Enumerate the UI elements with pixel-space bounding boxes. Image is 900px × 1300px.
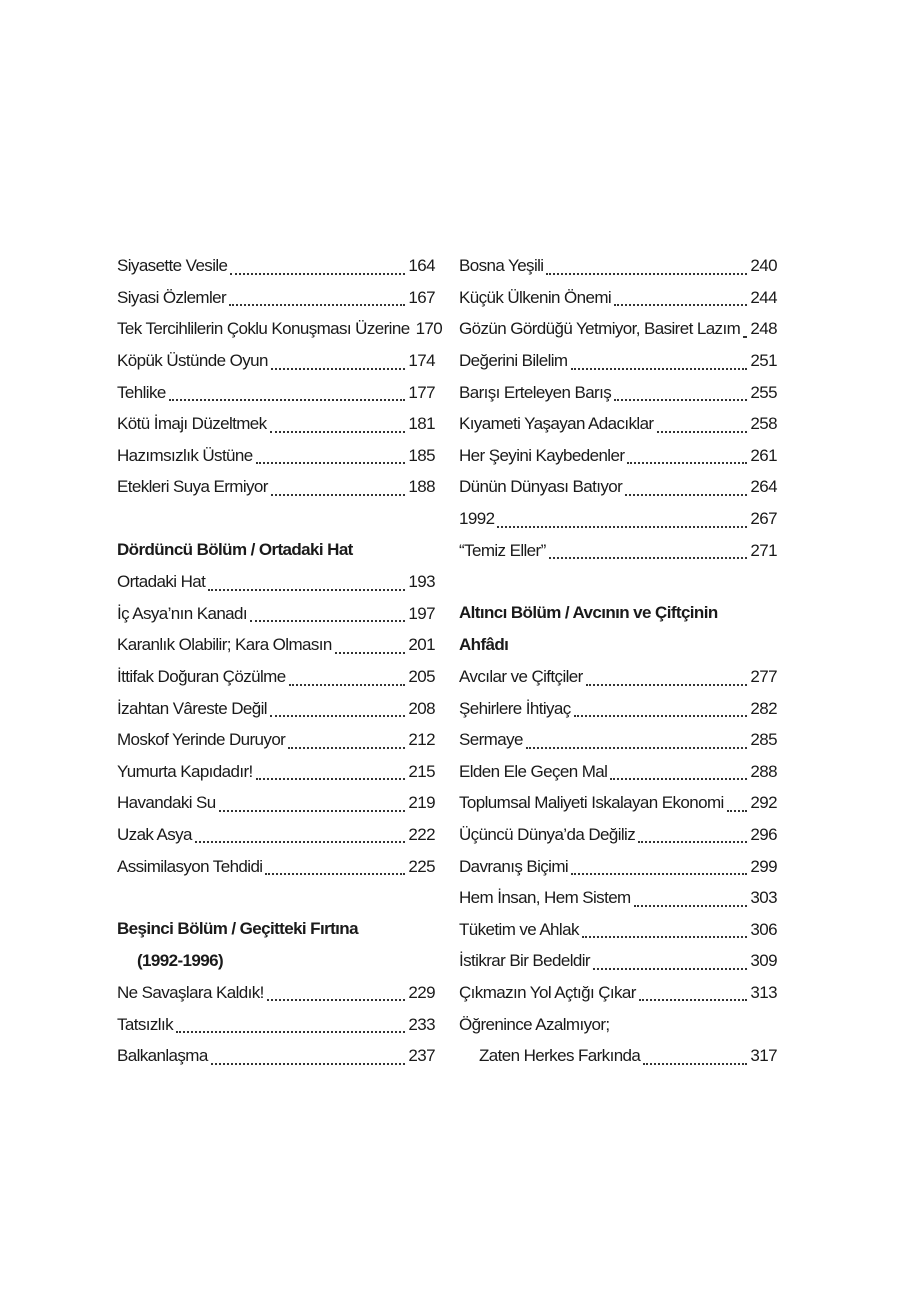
toc-entry[interactable] <box>117 566 435 598</box>
dot-leader <box>271 480 406 496</box>
toc-entry-title: Zaten Herkes Farkında <box>479 1046 641 1066</box>
dot-leader <box>639 985 748 1001</box>
dot-leader <box>169 385 406 401</box>
toc-entry-page: 271 <box>750 540 777 560</box>
toc-column-left <box>117 250 443 1071</box>
toc-entry-title: Etekleri Suya Ermiyor <box>117 477 268 497</box>
toc-entry-page: 244 <box>750 287 777 307</box>
toc-entry-title: Şehirlere İhtiyaç <box>459 698 571 718</box>
dot-leader <box>586 670 748 686</box>
dot-leader <box>625 480 747 496</box>
toc-entry-page: 201 <box>408 635 435 655</box>
toc-entry-title: Karanlık Olabilir; Kara Olmasın <box>117 635 332 655</box>
section-spacer <box>459 566 777 598</box>
toc-entry-page: 181 <box>408 414 435 434</box>
toc-entry-page: 237 <box>408 1046 435 1066</box>
toc-entry-title: Küçük Ülkenin Önemi <box>459 287 612 307</box>
toc-entry-page: 282 <box>750 698 777 718</box>
toc-entry[interactable] <box>459 977 777 1009</box>
toc-entry[interactable] <box>459 408 777 440</box>
section-spacer <box>117 882 435 914</box>
dot-leader <box>195 827 406 843</box>
toc-entry[interactable] <box>459 756 777 788</box>
toc-entry[interactable] <box>459 787 777 819</box>
toc-entry[interactable] <box>459 945 777 977</box>
toc-entry[interactable] <box>117 313 443 345</box>
toc-entry-page: 296 <box>750 824 777 844</box>
toc-entry[interactable] <box>117 756 435 788</box>
section-heading: (1992-1996) <box>137 950 224 970</box>
toc-entry-title: Hazımsızlık Üstüne <box>117 445 253 465</box>
dot-leader <box>634 891 748 907</box>
toc-entry-title: “Temiz Eller” <box>459 540 546 560</box>
toc-entry-title: Siyasi Özlemler <box>117 287 227 307</box>
toc-entry-title: Her Şeyini Kaybedenler <box>459 445 625 465</box>
dot-leader <box>627 448 747 464</box>
toc-entry[interactable] <box>117 850 435 882</box>
dot-leader <box>497 512 747 528</box>
toc-column-right <box>459 250 777 1071</box>
toc-entry-page: 299 <box>750 856 777 876</box>
toc-entry-page: 170 <box>415 319 443 339</box>
toc-entry[interactable] <box>459 250 777 282</box>
toc-entry-page: 264 <box>750 477 777 497</box>
section-heading: Dördüncü Bölüm / Ortadaki Hat <box>117 540 353 560</box>
toc-entry[interactable] <box>117 250 435 282</box>
toc-entry[interactable] <box>117 724 435 756</box>
toc-entry-title: Kıyameti Yaşayan Adacıklar <box>459 414 654 434</box>
toc-entry-page: 306 <box>750 919 777 939</box>
toc-entry[interactable] <box>117 282 435 314</box>
toc-entry-page: 208 <box>408 698 435 718</box>
toc-entry-page: 185 <box>408 445 435 465</box>
toc-entry-title: Barışı Erteleyen Barış <box>459 382 612 402</box>
dot-leader <box>256 764 406 780</box>
toc-entry[interactable] <box>459 440 777 472</box>
toc-entry-page: 205 <box>408 667 435 687</box>
dot-leader <box>546 259 747 275</box>
toc-entry-title: Sermaye <box>459 730 523 750</box>
toc-entry[interactable] <box>459 819 777 851</box>
dot-leader <box>593 954 747 970</box>
dot-leader <box>211 1049 406 1065</box>
toc-entry-page: 285 <box>750 730 777 750</box>
toc-entry-title: 1992 <box>459 509 495 529</box>
dot-leader <box>289 670 406 686</box>
toc-entry-page: 164 <box>408 256 435 276</box>
dot-leader <box>743 322 747 338</box>
toc-entry[interactable] <box>117 692 435 724</box>
dot-leader <box>250 606 405 622</box>
dot-leader <box>265 859 405 875</box>
toc-entry[interactable] <box>117 661 435 693</box>
toc-entry[interactable] <box>117 408 435 440</box>
toc-entry-title: Tehlike <box>117 382 166 402</box>
toc-entry-title: Bosna Yeşili <box>459 256 544 276</box>
toc-entry-title: Tek Tercihlilerin Çoklu Konuşması Üzerine <box>117 319 410 339</box>
toc-entry[interactable] <box>117 1040 435 1072</box>
toc-entry-title: Moskof Yerinde Duruyor <box>117 730 286 750</box>
dot-leader <box>614 385 747 401</box>
toc-entry[interactable] <box>117 471 435 503</box>
toc-entry-page: 261 <box>750 445 777 465</box>
toc-entry[interactable] <box>117 376 435 408</box>
toc-entry-title: Köpük Üstünde Oyun <box>117 351 268 371</box>
toc-entry-line <box>459 1008 777 1040</box>
toc-entry[interactable] <box>459 345 777 377</box>
dot-leader <box>229 290 405 306</box>
dot-leader <box>176 1017 405 1033</box>
toc-entry-page: 313 <box>750 982 777 1002</box>
toc-entry[interactable] <box>459 661 777 693</box>
section-spacer <box>117 503 435 535</box>
dot-leader <box>288 733 405 749</box>
toc-entry-page: 240 <box>750 256 777 276</box>
toc-entry[interactable] <box>117 787 435 819</box>
toc-entry[interactable] <box>117 819 435 851</box>
dot-leader <box>219 796 406 812</box>
dot-leader <box>610 764 747 780</box>
toc-entry-page: 288 <box>750 761 777 781</box>
toc-entry[interactable] <box>117 598 435 630</box>
toc-entry-title: Uzak Asya <box>117 824 192 844</box>
toc-entry-title: İç Asya’nın Kanadı <box>117 603 248 623</box>
dot-leader <box>727 796 748 812</box>
toc-entry-title: Üçüncü Dünya’da Değiliz <box>459 824 636 844</box>
dot-leader <box>271 354 406 370</box>
toc-entry-title: Davranış Biçimi <box>459 856 569 876</box>
section-heading: Beşinci Bölüm / Geçitteki Fırtına <box>117 919 358 939</box>
section-heading: Ahfâdı <box>459 634 509 654</box>
section-heading: Altıncı Bölüm / Avcının ve Çiftçinin <box>459 603 718 623</box>
toc-entry-title: Gözün Gördüğü Yetmiyor, Basiret Lazım <box>459 319 741 339</box>
toc-entry-page: 222 <box>408 824 435 844</box>
toc-entry-page: 177 <box>408 382 435 402</box>
toc-entry-title: Yumurta Kapıdadır! <box>117 761 253 781</box>
toc-entry-page: 303 <box>750 888 777 908</box>
dot-leader <box>574 701 748 717</box>
toc-entry-title: Ortadaki Hat <box>117 572 206 592</box>
dot-leader <box>256 448 406 464</box>
toc-entry-title: Assimilasyon Tehdidi <box>117 856 263 876</box>
toc-entry-page: 174 <box>408 351 435 371</box>
toc-entry[interactable] <box>459 503 777 535</box>
toc-entry[interactable] <box>459 534 777 566</box>
toc-entry-page: 251 <box>750 351 777 371</box>
dot-leader <box>526 733 748 749</box>
toc-entry-title: İzahtan Vâreste Değil <box>117 698 267 718</box>
toc-entry[interactable] <box>459 1040 777 1072</box>
toc-entry-title: Tatsızlık <box>117 1014 174 1034</box>
toc-entry-title: İttifak Doğuran Çözülme <box>117 667 286 687</box>
toc-entry-title: İstikrar Bir Bedeldir <box>459 951 590 971</box>
dot-leader <box>643 1049 747 1065</box>
toc-entry[interactable] <box>117 1008 435 1040</box>
toc-entry-title: Elden Ele Geçen Mal <box>459 761 608 781</box>
toc-entry[interactable] <box>117 440 435 472</box>
toc-entry[interactable] <box>459 282 777 314</box>
toc-entry[interactable] <box>117 977 435 1009</box>
toc-entry[interactable] <box>459 313 777 345</box>
toc-entry-page: 267 <box>750 509 777 529</box>
toc-entry-title: Siyasette Vesile <box>117 256 228 276</box>
toc-entry-title: Öğrenince Azalmıyor; <box>459 1014 610 1034</box>
dot-leader <box>270 701 405 717</box>
dot-leader <box>657 417 748 433</box>
toc-entry-title: Tüketim ve Ahlak <box>459 919 579 939</box>
dot-leader <box>230 259 405 275</box>
toc-entry-page: 229 <box>408 982 435 1002</box>
toc-entry-title: Çıkmazın Yol Açtığı Çıkar <box>459 982 636 1002</box>
toc-entry-title: Dünün Dünyası Batıyor <box>459 477 623 497</box>
toc-entry[interactable] <box>459 850 777 882</box>
toc-entry-title: Havandaki Su <box>117 793 216 813</box>
toc-entry-title: Ne Savaşlara Kaldık! <box>117 982 264 1002</box>
dot-leader <box>582 922 748 938</box>
dot-leader <box>571 859 747 875</box>
toc-entry-title: Değerini Bilelim <box>459 351 568 371</box>
toc-entry[interactable] <box>117 345 435 377</box>
toc-entry-page: 167 <box>408 287 435 307</box>
toc-entry[interactable] <box>459 692 777 724</box>
toc-entry-page: 225 <box>408 856 435 876</box>
dot-leader <box>335 638 406 654</box>
dot-leader <box>270 417 406 433</box>
toc-entry-page: 212 <box>408 730 435 750</box>
toc-entry[interactable] <box>459 376 777 408</box>
dot-leader <box>638 827 747 843</box>
toc-entry-page: 317 <box>750 1046 777 1066</box>
dot-leader <box>267 985 406 1001</box>
toc-entry[interactable] <box>459 724 777 756</box>
toc-entry-page: 233 <box>408 1014 435 1034</box>
toc-entry-page: 219 <box>408 793 435 813</box>
toc-entry-title: Kötü İmajı Düzeltmek <box>117 414 267 434</box>
dot-leader <box>571 354 748 370</box>
toc-entry-page: 277 <box>750 667 777 687</box>
toc-entry-title: Hem İnsan, Hem Sistem <box>459 888 631 908</box>
toc-entry[interactable] <box>459 913 777 945</box>
toc-entry-page: 248 <box>750 319 777 339</box>
toc-entry[interactable] <box>117 629 435 661</box>
toc-entry-title: Toplumsal Maliyeti Iskalayan Ekonomi <box>459 793 724 813</box>
toc-entry-title: Avcılar ve Çiftçiler <box>459 667 583 687</box>
toc-entry[interactable] <box>459 471 777 503</box>
toc-entry-page: 215 <box>408 761 435 781</box>
toc-entry-page: 292 <box>750 793 777 813</box>
toc-entry-page: 188 <box>408 477 435 497</box>
dot-leader <box>549 543 748 559</box>
toc-entry-title: Balkanlaşma <box>117 1046 208 1066</box>
toc-entry-page: 258 <box>750 414 777 434</box>
toc-entry[interactable] <box>459 882 777 914</box>
toc-entry-page: 309 <box>750 951 777 971</box>
toc-entry-page: 197 <box>408 603 435 623</box>
dot-leader <box>614 290 747 306</box>
dot-leader <box>208 575 405 591</box>
toc-entry-page: 255 <box>750 382 777 402</box>
toc-entry-page: 193 <box>408 572 435 592</box>
